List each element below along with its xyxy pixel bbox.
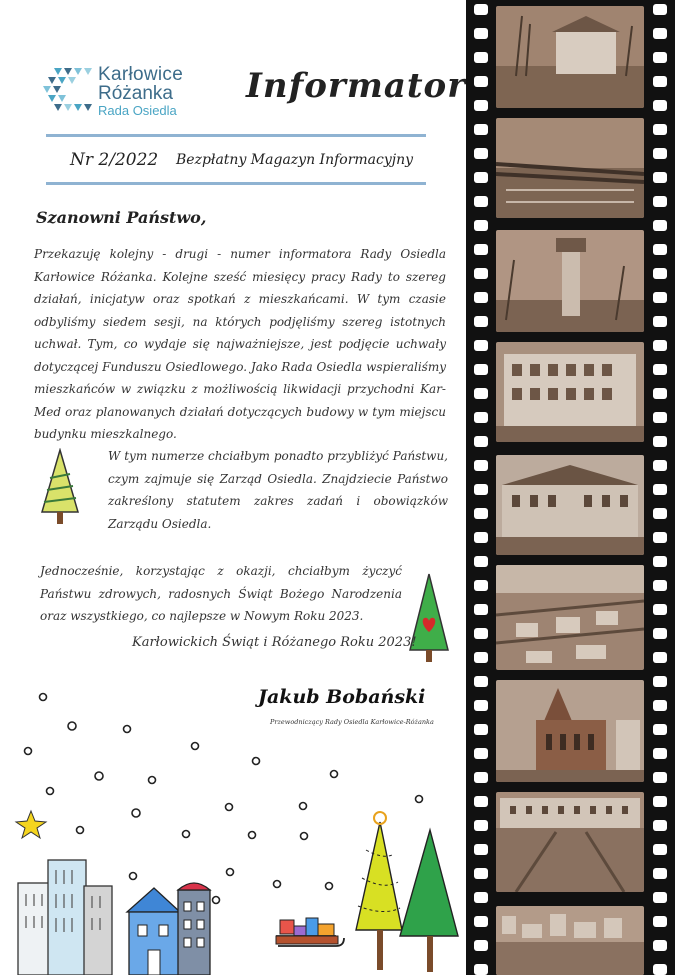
film-perforation bbox=[474, 364, 488, 375]
film-perforation bbox=[474, 796, 488, 807]
film-perforation bbox=[653, 748, 667, 759]
film-perforation bbox=[474, 52, 488, 63]
film-perforation bbox=[474, 268, 488, 279]
film-perforation bbox=[474, 28, 488, 39]
film-perforation bbox=[474, 484, 488, 495]
logo-line-1: Karłowice bbox=[98, 64, 184, 85]
paragraph-1: Przekazuję kolejny - drugi - numer informatora Rady Osiedla Karłowice Różanka. Kolejne sześć miesięcy pracy Rady to szereg działań, inicjatyw oraz spotkań z mieszkańcami. W tym czasie odbyliśmy siedem sesji, na których podjęliśmy szereg istotnych uchwał. Tym, co wydaje się najważniejsze, jest podjęcie uchwały dotyczącej Funduszu Osiedlowego. Jako Rada Osiedla wspieraliśmy mieszkańców w związku z możliwością likwidacji przychodni Kar-Med oraz planowanych działań dotyczących budowy w tym miejscu budynku mieszkalnego. bbox=[34, 247, 446, 441]
film-perforation bbox=[474, 964, 488, 975]
paragraph-3: Jednocześnie, korzystając z okazji, chciałbym życzyć Państwu zdrowych, radosnych Świąt Bożego Narodzenia oraz wszystkiego, co najlepsze w Nowym Roku 2023. bbox=[40, 564, 402, 623]
film-perforation bbox=[653, 148, 667, 159]
film-perforation bbox=[653, 196, 667, 207]
greeting: Szanowni Państwo, bbox=[36, 208, 207, 227]
photo-frame-villa bbox=[496, 6, 644, 108]
film-perforation bbox=[653, 220, 667, 231]
film-perforation bbox=[474, 604, 488, 615]
film-perforation bbox=[653, 724, 667, 735]
film-perforation bbox=[474, 868, 488, 879]
film-perforation bbox=[474, 940, 488, 951]
film-perforation bbox=[653, 508, 667, 519]
film-perforation bbox=[474, 916, 488, 927]
film-perforation bbox=[653, 844, 667, 855]
logo-line-3: Rada Osiedla bbox=[98, 103, 177, 118]
film-perforation bbox=[653, 124, 667, 135]
film-perforation bbox=[653, 964, 667, 975]
photo-frame-manor bbox=[496, 455, 644, 555]
film-perforation bbox=[474, 700, 488, 711]
film-perforation bbox=[653, 76, 667, 87]
paragraph-2: W tym numerze chciałbym ponadto przybliżyć Państwu, czym zajmuje się Zarząd Osiedla. Znajdziecie Państwo zakreślony statutem zakres zadań i obowiązków Zarządu Osiedla. bbox=[108, 449, 448, 531]
film-perforation bbox=[653, 4, 667, 15]
film-perforation bbox=[653, 676, 667, 687]
film-perforation bbox=[474, 436, 488, 447]
film-perforation bbox=[653, 412, 667, 423]
film-perforation bbox=[653, 388, 667, 399]
film-perforation bbox=[653, 940, 667, 951]
photo-frame-school bbox=[496, 342, 644, 442]
film-perforation bbox=[653, 628, 667, 639]
film-perforation bbox=[474, 892, 488, 903]
film-perforation bbox=[474, 148, 488, 159]
film-perforation bbox=[474, 172, 488, 183]
film-perforation bbox=[653, 172, 667, 183]
film-perforation bbox=[653, 556, 667, 567]
photo-frame-water-tower bbox=[496, 230, 644, 332]
logo-mark-icon bbox=[40, 68, 94, 118]
film-perforation bbox=[653, 820, 667, 831]
film-perforation bbox=[653, 652, 667, 663]
film-perforation bbox=[653, 460, 667, 471]
film-perforation bbox=[474, 220, 488, 231]
film-perforation bbox=[474, 724, 488, 735]
photo-frame-bridge bbox=[496, 118, 644, 218]
film-perforation bbox=[474, 508, 488, 519]
film-perforation bbox=[653, 364, 667, 375]
photo-frame-church bbox=[496, 680, 644, 782]
film-perforation bbox=[474, 844, 488, 855]
logo-line-2: Różanka bbox=[98, 83, 173, 104]
film-perforation bbox=[653, 604, 667, 615]
film-perforation bbox=[653, 52, 667, 63]
film-perforation bbox=[474, 4, 488, 15]
film-perforation bbox=[474, 460, 488, 471]
film-perforation bbox=[653, 916, 667, 927]
film-strip bbox=[466, 0, 675, 975]
photo-frame-city-view bbox=[496, 906, 644, 975]
film-perforation bbox=[474, 532, 488, 543]
divider-bottom bbox=[46, 182, 426, 185]
film-perforation bbox=[474, 820, 488, 831]
film-perforation bbox=[653, 340, 667, 351]
film-perforation bbox=[653, 772, 667, 783]
signature-title: Przewodniczący Rady Osiedla Karłowice-Różanka bbox=[270, 718, 434, 726]
film-perforation bbox=[653, 316, 667, 327]
film-perforation bbox=[653, 868, 667, 879]
film-perforation bbox=[653, 796, 667, 807]
photo-frame-aerial bbox=[496, 565, 644, 670]
film-perforation bbox=[474, 772, 488, 783]
film-perforation bbox=[474, 316, 488, 327]
film-perforation bbox=[653, 700, 667, 711]
film-perforation bbox=[474, 340, 488, 351]
film-perforation bbox=[474, 124, 488, 135]
film-perforation bbox=[474, 580, 488, 591]
winter-scene-illustration bbox=[0, 680, 466, 975]
photo-frame-courtyard bbox=[496, 792, 644, 892]
film-perforation bbox=[474, 292, 488, 303]
film-perforation bbox=[474, 628, 488, 639]
page-title: Informator bbox=[246, 66, 467, 106]
film-perforation bbox=[474, 76, 488, 87]
film-perforation bbox=[653, 436, 667, 447]
film-perforation bbox=[653, 28, 667, 39]
holiday-wish: Karłowickich Świąt i Różanego Roku 2023! bbox=[132, 635, 417, 650]
film-perforation bbox=[474, 388, 488, 399]
film-perforation bbox=[653, 292, 667, 303]
film-perforation bbox=[653, 244, 667, 255]
film-perforation bbox=[653, 484, 667, 495]
film-perforation bbox=[653, 892, 667, 903]
film-perforation bbox=[474, 748, 488, 759]
signature: Jakub Bobański bbox=[258, 686, 426, 708]
film-perforation bbox=[653, 532, 667, 543]
tree-with-heart-icon bbox=[406, 572, 452, 664]
film-perforation bbox=[474, 676, 488, 687]
film-perforation bbox=[474, 196, 488, 207]
subtitle: Bezpłatny Magazyn Informacyjny bbox=[176, 152, 414, 168]
christmas-tree-icon bbox=[38, 448, 82, 528]
issue-number: Nr 2/2022 bbox=[70, 150, 159, 170]
logo bbox=[40, 64, 230, 122]
film-perforation bbox=[653, 580, 667, 591]
film-perforation bbox=[474, 244, 488, 255]
film-perforation bbox=[653, 268, 667, 279]
film-perforation bbox=[474, 412, 488, 423]
divider-top bbox=[46, 134, 426, 137]
film-perforation bbox=[474, 652, 488, 663]
film-perforation bbox=[474, 556, 488, 567]
film-perforation bbox=[653, 100, 667, 111]
film-perforation bbox=[474, 100, 488, 111]
